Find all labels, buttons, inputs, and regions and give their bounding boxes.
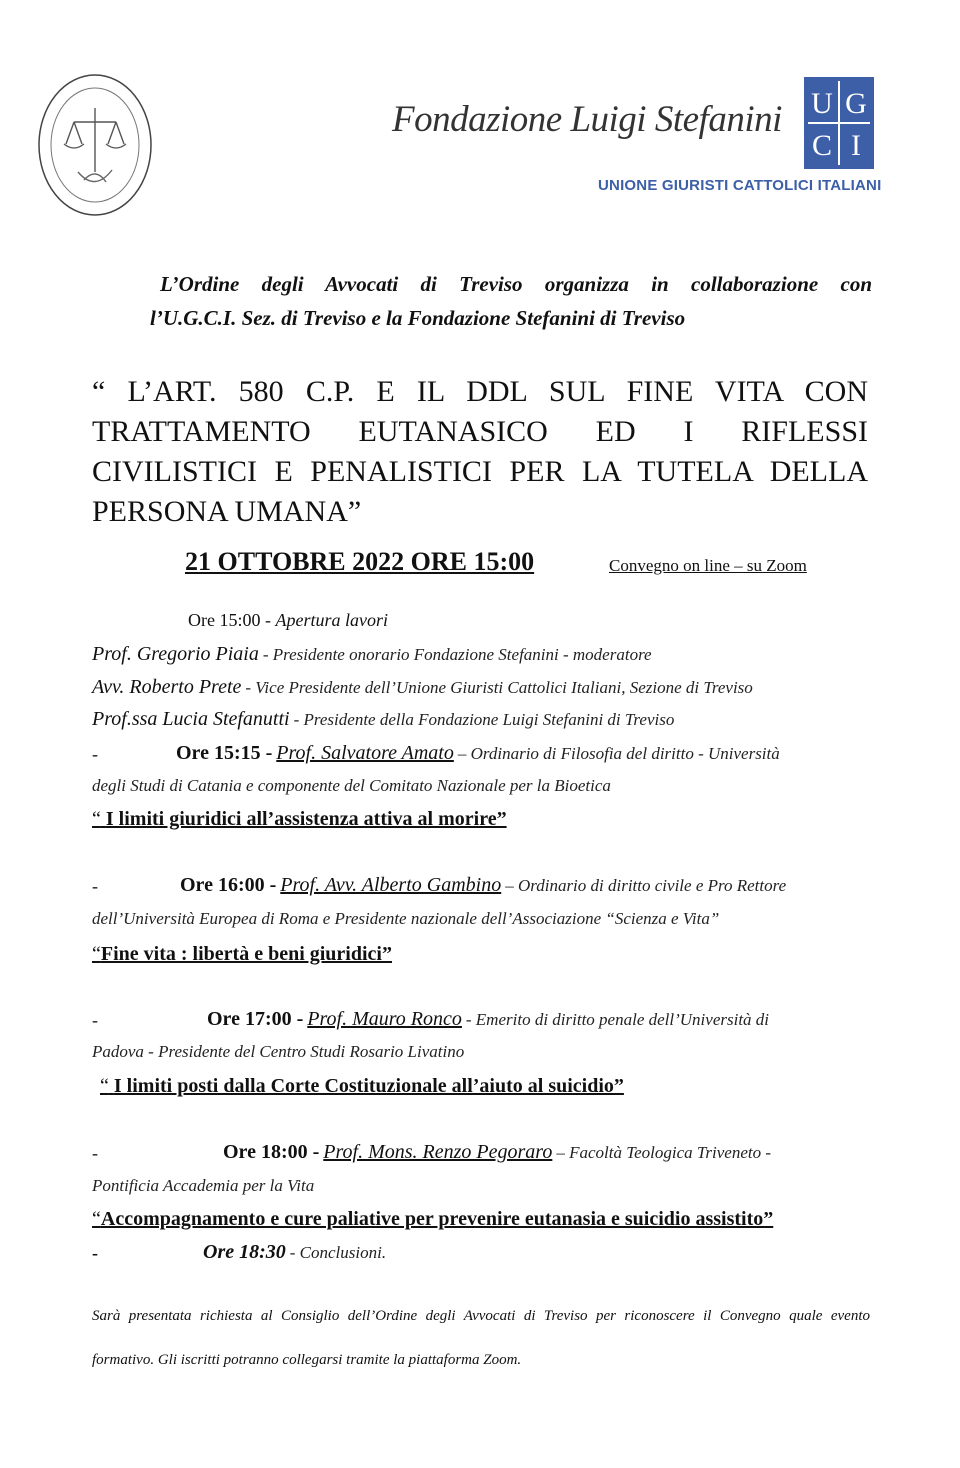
session-role: – Facoltà Teologica Triveneto - [556,1143,772,1162]
session-row [180,874,786,897]
session-role-cont: degli Studi di Catania e componente del Comitato Nazionale per la Bioetica [92,776,611,795]
closing-label: - Conclusioni. [289,1243,387,1262]
session-dash: - [92,876,98,896]
ugci-logo [804,77,874,169]
session-talk [100,1075,624,1098]
note-line-2: formativo. Gli iscritti potranno collegarsi tramite la piattaforma Zoom. [92,1352,522,1368]
talk-quote: “ [92,1208,101,1230]
session-role: – Ordinario di Filosofia del diritto - Università [457,744,780,763]
ugci-letter-u: U [811,87,833,120]
event-date: 21 OTTOBRE 2022 ORE 15:00 [185,547,535,576]
opening-row [188,610,388,631]
intro-line-2: l’U.G.C.I. Sez. di Treviso e la Fondazione Stefanini di Treviso [150,306,686,330]
session-talk [92,1208,773,1231]
ugci-letter-i: I [851,129,861,162]
speaker-name: Prof. Gregorio Piaia [92,643,259,665]
session-row [207,1008,769,1031]
session-role: - Emerito di diritto penale dell’Università di [465,1010,770,1029]
speaker-role: - Presidente onorario Fondazione Stefanini - moderatore [262,645,652,664]
talk-quote: “ [92,808,101,830]
note-line-1: Sarà presentata richiesta al Consiglio dell’Ordine degli Avvocati di Treviso per riconoscere il Convegno quale evento [92,1308,870,1324]
convegno-mode: Convegno on line – su Zoom [609,556,807,575]
session-talk [92,808,507,831]
closing-row [203,1241,386,1264]
speaker-name: Prof.ssa Lucia Stefanutti [92,708,290,730]
closing-time: Ore 18:30 [203,1241,286,1263]
session-speaker: Prof. Avv. Alberto Gambino [280,874,502,896]
closing-dash: - [92,1243,98,1263]
session-speaker: Prof. Mons. Renzo Pegoraro [323,1141,553,1163]
speaker-name: Avv. Roberto Prete [92,676,242,698]
session-talk [92,943,392,966]
ugci-subtitle: UNIONE GIURISTI CATTOLICI ITALIANI [598,177,882,194]
speaker-row [92,643,872,666]
talk-title: I limiti giuridici all’assistenza attiva al morire” [105,808,507,830]
event-title: “ L’ART. 580 C.P. E IL DDL SUL FINE VITA CON TRATTAMENTO EUTANASICO ED I RIFLESSI CIVILISTICI E PENALISTICI PER LA TUTELA DELLA PERSONA UMANA” [92,375,868,528]
ugci-letter-g: G [845,87,867,120]
talk-title: I limiti posti dalla Corte Costituzionale all’aiuto al suicidio” [113,1075,624,1097]
session-time: Ore 15:15 - [176,742,273,764]
session-dash: - [92,1143,98,1163]
ordine-avvocati-seal [36,72,154,218]
speaker-row [92,708,872,731]
session-time: Ore 18:00 - [223,1141,320,1163]
session-dash: - [92,1010,98,1030]
session-row [176,742,780,765]
session-role-cont: Pontificia Accademia per la Vita [92,1176,315,1195]
ugci-letter-c: C [811,129,833,162]
opening-time: Ore 15:00 - [188,610,271,630]
session-role-cont: Padova - Presidente del Centro Studi Rosario Livatino [92,1042,465,1061]
talk-quote: “ [100,1075,109,1097]
intro-line-1: L’Ordine degli Avvocati di Treviso organizza in collaborazione con [160,272,872,296]
session-time: Ore 17:00 - [207,1008,304,1030]
session-role: – Ordinario di diritto civile e Pro Rettore [505,876,787,895]
session-time: Ore 16:00 - [180,874,277,896]
session-role-cont: dell’Università Europea di Roma e Presidente nazionale dell’Associazione “Scienza e Vita” [92,909,720,928]
talk-title: Accompagnamento e cure paliative per prevenire eutanasia e suicidio assistito” [100,1208,774,1230]
talk-quote: “ [92,943,101,965]
talk-title: Fine vita : libertà e beni giuridici” [100,943,392,965]
speaker-role: - Vice Presidente dell’Unione Giuristi Cattolici Italiani, Sezione di Treviso [245,678,753,697]
session-dash: - [92,744,98,764]
session-speaker: Prof. Mauro Ronco [307,1008,462,1030]
speaker-role: - Presidente della Fondazione Luigi Stefanini di Treviso [293,710,675,729]
session-speaker: Prof. Salvatore Amato [276,742,454,764]
session-row [223,1141,771,1164]
fondazione-logo: Fondazione Luigi Stefanini [392,99,782,140]
opening-label: Apertura lavori [275,610,388,630]
speaker-row [92,676,872,699]
